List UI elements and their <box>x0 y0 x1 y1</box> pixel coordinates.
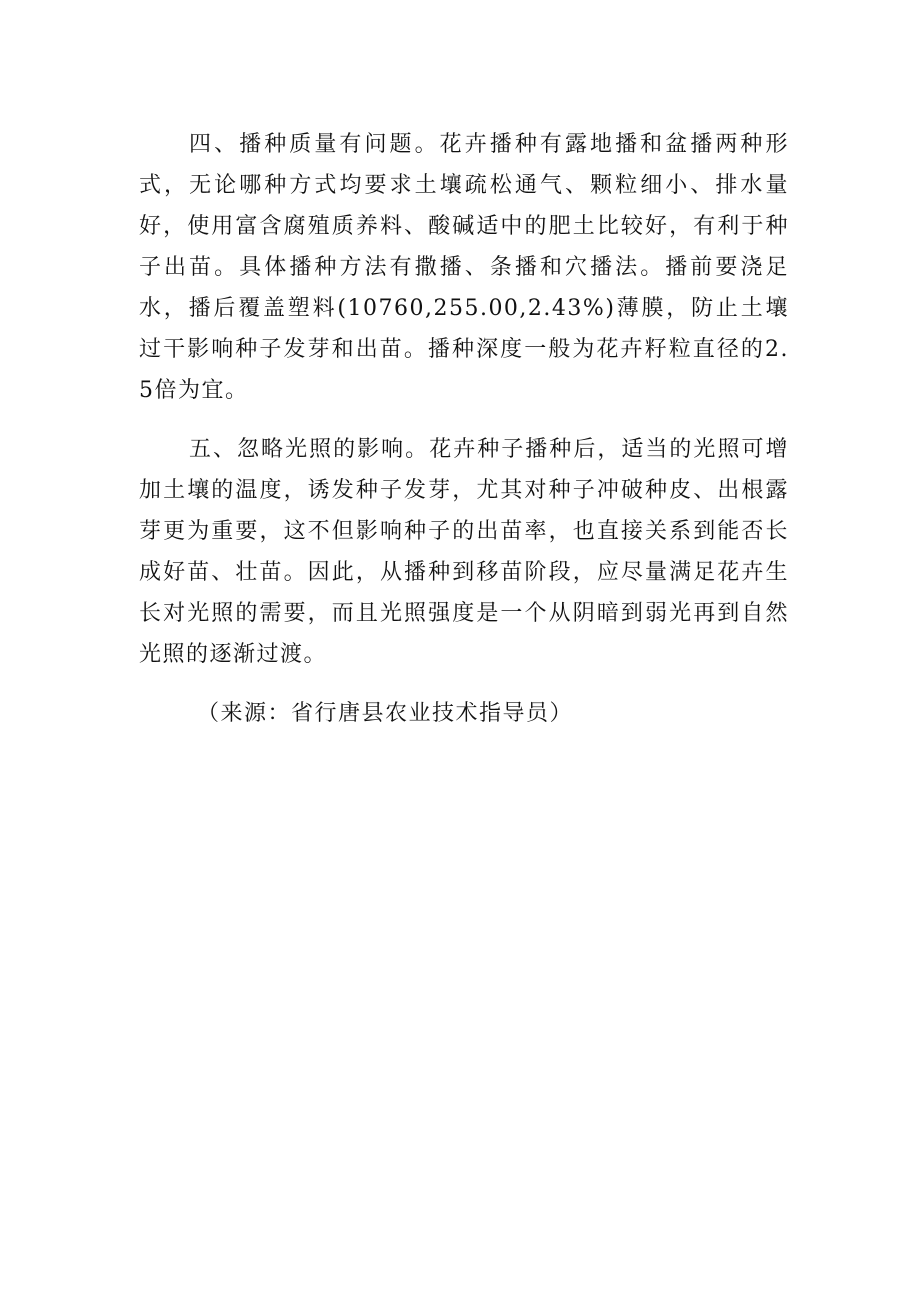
paragraph-sowing-quality: 四、播种质量有问题。花卉播种有露地播和盆播两种形式，无论哪种方式均要求土壤疏松通气、颗粒细小、排水量好，使用富含腐殖质养料、酸碱适中的肥土比较好，有利于种子出苗。具体播种方法有撒播、条播和穴播法。播前要浇足水，播后覆盖塑料(10760,255.00,2.43%)薄膜，防止土壤过干影响种子发芽和出苗。播种深度一般为花卉籽粒直径的2.5倍为宜。 <box>139 132 789 403</box>
source-value: 省行唐县农业技术指导员） <box>291 701 574 726</box>
source-label: （来源： <box>197 701 292 726</box>
paragraph-light-influence: 五、忽略光照的影响。花卉种子播种后，适当的光照可增加土壤的温度，诱发种子发芽，尤其对种子冲破种皮、出根露芽更为重要，这不但影响种子的出苗率，也直接关系到能否长成好苗、壮苗。因此，从播种到移苗阶段，应尽量满足花卉生长对光照的需要，而且光照强度是一个从阴暗到弱光再到自然光照的逐渐过渡。 <box>139 437 789 667</box>
source-line <box>139 693 789 734</box>
document-body <box>139 124 789 734</box>
